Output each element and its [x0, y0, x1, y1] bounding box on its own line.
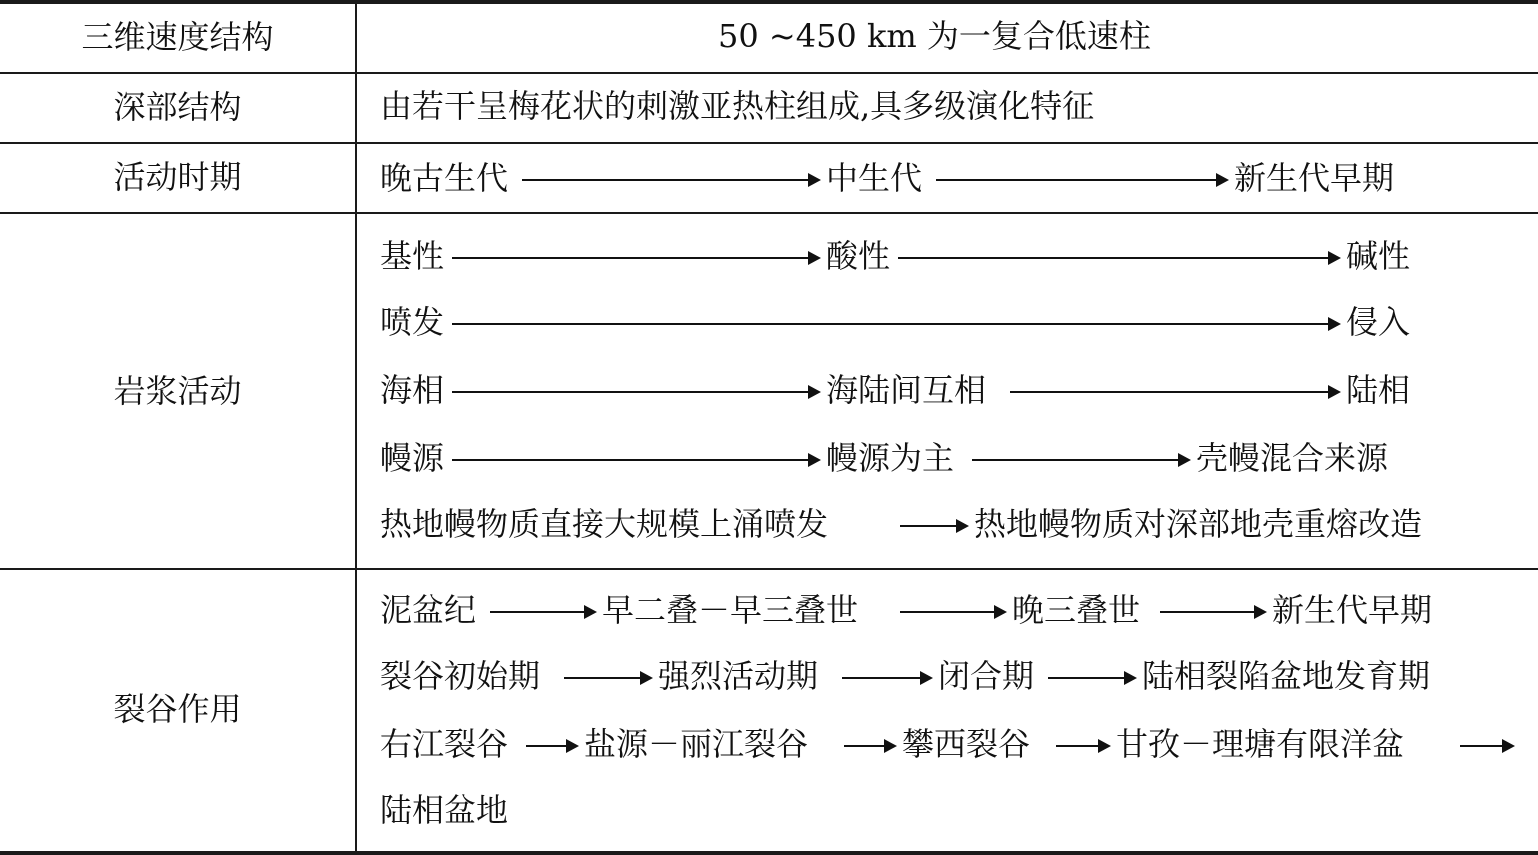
- magma-item: 基性: [380, 237, 445, 275]
- arrow-icon: [564, 677, 650, 679]
- rift-item: 攀西裂谷: [902, 725, 1031, 763]
- rift-item: 陆相盆地: [380, 791, 509, 829]
- magma-item: 幔源为主: [826, 439, 955, 477]
- period-item: 新生代早期: [1234, 159, 1395, 197]
- row-label-rift: 裂谷作用: [113, 690, 242, 728]
- row-divider: [0, 142, 1538, 144]
- arrow-icon: [842, 677, 930, 679]
- rift-item: 早二叠－早三叠世: [602, 591, 859, 629]
- rift-item: 泥盆纪: [380, 591, 477, 629]
- period-item: 中生代: [826, 159, 923, 197]
- arrow-icon: [452, 257, 818, 259]
- arrow-icon: [1010, 391, 1338, 393]
- period-item: 晚古生代: [380, 159, 509, 197]
- arrow-icon: [1460, 745, 1512, 747]
- row-label-period: 活动时期: [113, 158, 242, 196]
- rift-item: 甘孜－理塘有限洋盆: [1116, 725, 1405, 763]
- rift-item: 盐源－丽江裂谷: [584, 725, 809, 763]
- row-label-deep: 深部结构: [113, 88, 242, 126]
- rift-item: 陆相裂陷盆地发育期: [1142, 657, 1431, 695]
- magma-item: 壳幔混合来源: [1196, 439, 1389, 477]
- arrow-icon: [452, 323, 1338, 325]
- magma-item: 陆相: [1346, 371, 1411, 409]
- rift-item: 闭合期: [938, 657, 1035, 695]
- magma-item: 热地幔物质对深部地壳重熔改造: [974, 505, 1423, 543]
- row-divider: [0, 568, 1538, 570]
- rift-item: 右江裂谷: [380, 725, 509, 763]
- magma-item: 碱性: [1346, 237, 1411, 275]
- deep-text: 由若干呈梅花状的刺激亚热柱组成,具多级演化特征: [380, 87, 1095, 125]
- rift-item: 裂谷初始期: [380, 657, 541, 695]
- arrow-icon: [898, 257, 1338, 259]
- rift-item: 强烈活动期: [658, 657, 819, 695]
- arrow-icon: [490, 611, 594, 613]
- table-bottom-rule: [0, 851, 1538, 855]
- column-divider: [355, 0, 357, 855]
- table-top-rule: [0, 0, 1538, 4]
- magma-item: 酸性: [826, 237, 891, 275]
- magma-item: 海陆间互相: [826, 371, 987, 409]
- arrow-icon: [1160, 611, 1264, 613]
- rift-item: 新生代早期: [1272, 591, 1433, 629]
- row-label-velocity: 三维速度结构: [81, 18, 274, 56]
- row-label-magma: 岩浆活动: [113, 372, 242, 410]
- magma-item: 海相: [380, 371, 445, 409]
- magma-item: 幔源: [380, 439, 445, 477]
- arrow-icon: [452, 391, 818, 393]
- arrow-icon: [844, 745, 894, 747]
- row-divider: [0, 212, 1538, 214]
- row-divider: [0, 72, 1538, 74]
- arrow-icon: [1048, 677, 1134, 679]
- magma-item: 热地幔物质直接大规模上涌喷发: [380, 505, 829, 543]
- arrow-icon: [936, 179, 1226, 181]
- rift-item: 晚三叠世: [1012, 591, 1141, 629]
- velocity-text: 50 ~450 km 为一复合低速柱: [718, 17, 1151, 55]
- arrow-icon: [900, 611, 1004, 613]
- arrow-icon: [522, 179, 818, 181]
- arrow-icon: [1056, 745, 1108, 747]
- arrow-icon: [452, 459, 818, 461]
- magma-item: 喷发: [380, 303, 445, 341]
- arrow-icon: [526, 745, 576, 747]
- arrow-icon: [900, 525, 966, 527]
- arrow-icon: [972, 459, 1188, 461]
- magma-item: 侵入: [1346, 303, 1411, 341]
